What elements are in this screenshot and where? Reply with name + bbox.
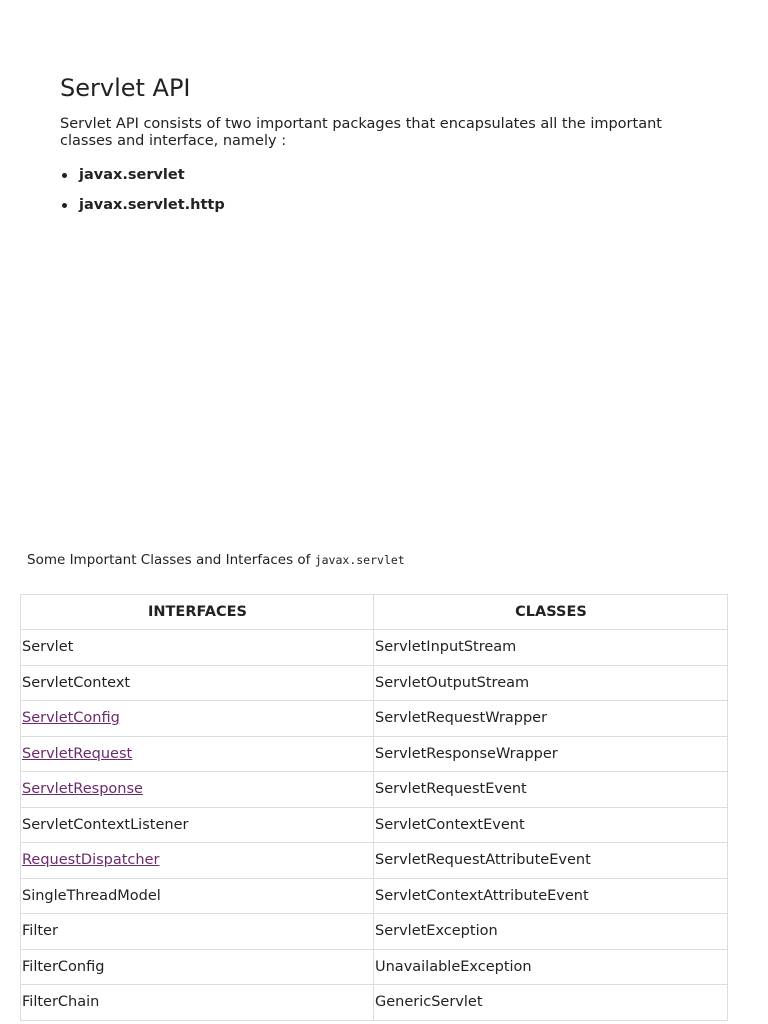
class-name: GenericServlet [375,994,483,1011]
package-item-javax-servlet: javax.servlet [79,163,225,193]
class-cell [374,985,728,1021]
table-row [21,807,728,843]
interface-link[interactable]: RequestDispatcher [22,852,160,869]
class-cell [374,736,728,772]
package-list [60,163,225,223]
interface-name: FilterConfig [22,958,105,975]
interface-cell [21,630,374,666]
intro-paragraph: Servlet API consists of two important packages that encapsulates all the important classes and interface, namely : [60,116,662,149]
interface-name: ServletContext [22,674,131,691]
interface-cell [21,878,374,914]
interface-cell [21,701,374,737]
table-caption [27,550,405,570]
class-cell [374,772,728,808]
class-cell [374,949,728,985]
table-header-row [21,595,728,630]
table-row [21,665,728,701]
class-cell [374,878,728,914]
table-row [21,736,728,772]
table-row [21,630,728,666]
class-name: ServletRequestWrapper [375,710,548,727]
interface-cell [21,949,374,985]
table-row [21,701,728,737]
class-name: ServletContextAttributeEvent [375,887,589,904]
interface-link[interactable]: ServletRequest [22,745,133,762]
table-row [21,914,728,950]
header-interfaces: INTERFACES [21,595,374,630]
class-name: ServletResponseWrapper [375,745,558,762]
header-classes: CLASSES [374,595,728,630]
interface-name: Servlet [22,639,74,656]
class-name: ServletInputStream [375,639,517,656]
table-row [21,843,728,879]
package-item-javax-servlet-http: javax.servlet.http [79,193,225,223]
class-cell [374,630,728,666]
interface-name: Filter [22,923,58,940]
interface-cell [21,772,374,808]
interface-cell [21,914,374,950]
class-cell [374,843,728,879]
class-name: UnavailableException [375,958,532,975]
class-name: ServletException [375,923,498,940]
interface-link[interactable]: ServletResponse [22,781,143,798]
table-row [21,878,728,914]
interface-link[interactable]: ServletConfig [22,710,120,727]
page-title: Servlet API [60,74,191,102]
interface-cell [21,736,374,772]
class-cell [374,914,728,950]
interface-cell [21,985,374,1021]
class-cell [374,701,728,737]
interface-cell [21,807,374,843]
interface-name: FilterChain [22,994,100,1011]
interface-name: ServletContextListener [22,816,189,833]
table-body [21,630,728,1021]
class-name: ServletOutputStream [375,674,530,691]
table-row [21,772,728,808]
class-name: ServletRequestEvent [375,781,527,798]
interface-cell [21,665,374,701]
class-name: ServletRequestAttributeEvent [375,852,591,869]
interface-cell [21,843,374,879]
caption-text: Some Important Classes and Interfaces of [27,552,315,568]
caption-code: javax.servlet [314,553,405,567]
classes-interfaces-table [20,594,728,1021]
interface-name: SingleThreadModel [22,887,161,904]
class-name: ServletContextEvent [375,816,525,833]
table-row [21,949,728,985]
table-row [21,985,728,1021]
class-cell [374,807,728,843]
class-cell [374,665,728,701]
